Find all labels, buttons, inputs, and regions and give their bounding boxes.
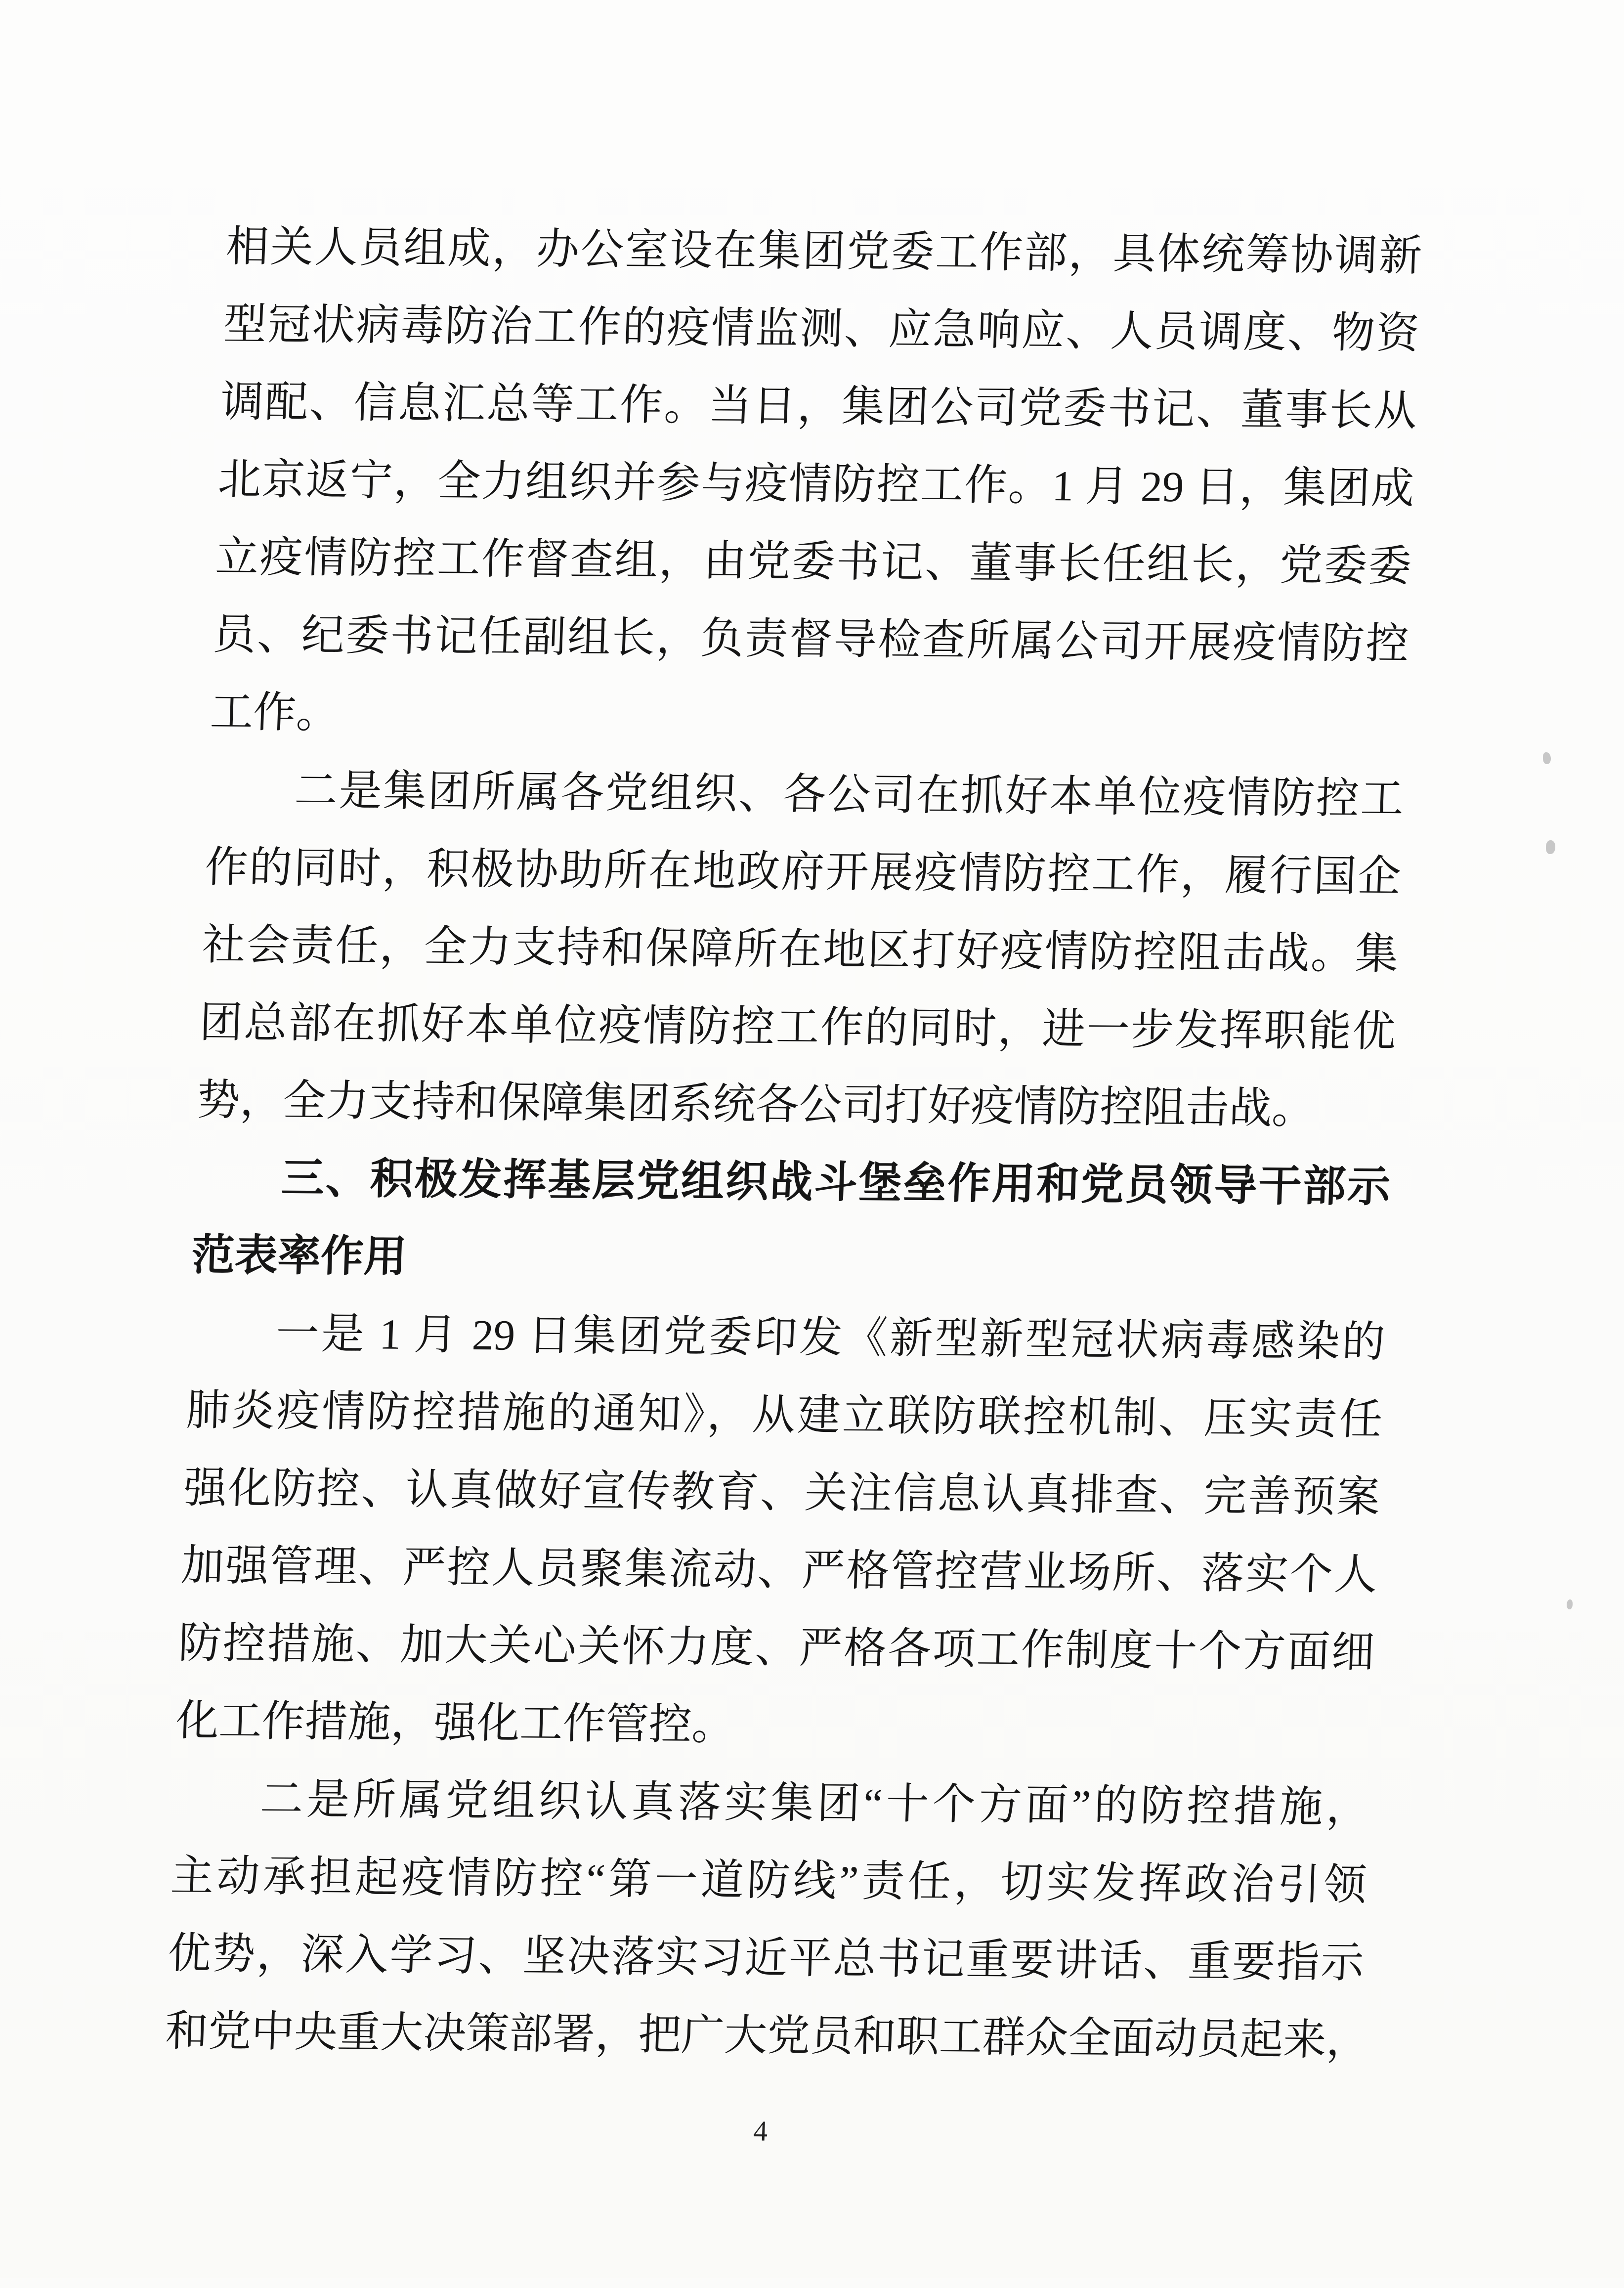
- text-line: 员、纪委书记任副组长，负责督导检查所属公司开展疫情防控: [212, 610, 1410, 668]
- text-line: 团总部在抓好本单位疫情防控工作的同时，进一步发挥职能优: [199, 998, 1397, 1056]
- text-line: 优势，深入学习、坚决落实习近平总书记重要讲话、重要指示: [167, 1929, 1365, 1987]
- text-line: 肺炎疫情防控措施的通知》，从建立联防联控机制、压实责任: [185, 1386, 1383, 1444]
- text-line: 主动承担起疫情防控“第一道防线”责任，切实发挥政治引领: [170, 1852, 1368, 1909]
- text-line: 调配、信息汇总等工作。当日，集团公司党委书记、董事长从: [219, 377, 1418, 435]
- text-line: 北京返宁，全力组织并参与疫情防控工作。1 月 29 日，集团成: [217, 455, 1415, 513]
- scan-smudge: [1543, 752, 1551, 764]
- paragraph-start-line: 一是 1 月 29 日集团党委印发《新型新型冠状病毒感染的: [275, 1309, 1386, 1366]
- text-line: 相关人员组成，办公室设在集团党委工作部，具体统筹协调新: [225, 222, 1423, 280]
- paragraph-end-line: 势，全力支持和保障集团系统各公司打好疫情防控阻击战。: [196, 1076, 1316, 1133]
- text-line: 作的同时，积极协助所在地政府开展疫情防控工作，履行国企: [204, 843, 1402, 901]
- section-heading-line: 范表率作用: [191, 1231, 408, 1281]
- text-line: 型冠状病毒防治工作的疫情监测、应急响应、人员调度、物资: [222, 300, 1420, 357]
- page-number: 4: [753, 2115, 769, 2147]
- scan-smudge: [1567, 1599, 1573, 1609]
- scan-smudge: [1546, 840, 1555, 854]
- text-line: 防控措施、加大关心关怀力度、严格各项工作制度十个方面细: [177, 1619, 1375, 1677]
- paragraph-start-line: 二是所属党组织认真落实集团“十个方面”的防控措施，: [259, 1774, 1370, 1832]
- body-text: [164, 208, 1423, 2079]
- text-line: 强化防控、认真做好宣传教育、关注信息认真排查、完善预案: [183, 1464, 1381, 1521]
- paragraph-end-line: 工作。: [209, 688, 340, 737]
- paragraph-start-line: 二是集团所属各党组织、各公司在抓好本单位疫情防控工: [294, 766, 1405, 823]
- section-heading-line: 三、积极发挥基层党组织战斗堡垒作用和党员领导干部示: [280, 1154, 1391, 1211]
- text-line: 和党中央重大决策部署，把广大党员和职工群众全面动员起来，: [164, 2007, 1370, 2065]
- text-line: 立疫情防控工作督查组，由党委书记、董事长任组长，党委委: [214, 532, 1412, 590]
- text-line: 加强管理、严控人员聚集流动、严格管控营业场所、落实个人: [180, 1541, 1378, 1599]
- text-line: 社会责任，全力支持和保障所在地区打好疫情防控阻击战。集: [201, 920, 1399, 978]
- paragraph-end-line: 化工作措施，强化工作管控。: [175, 1696, 736, 1749]
